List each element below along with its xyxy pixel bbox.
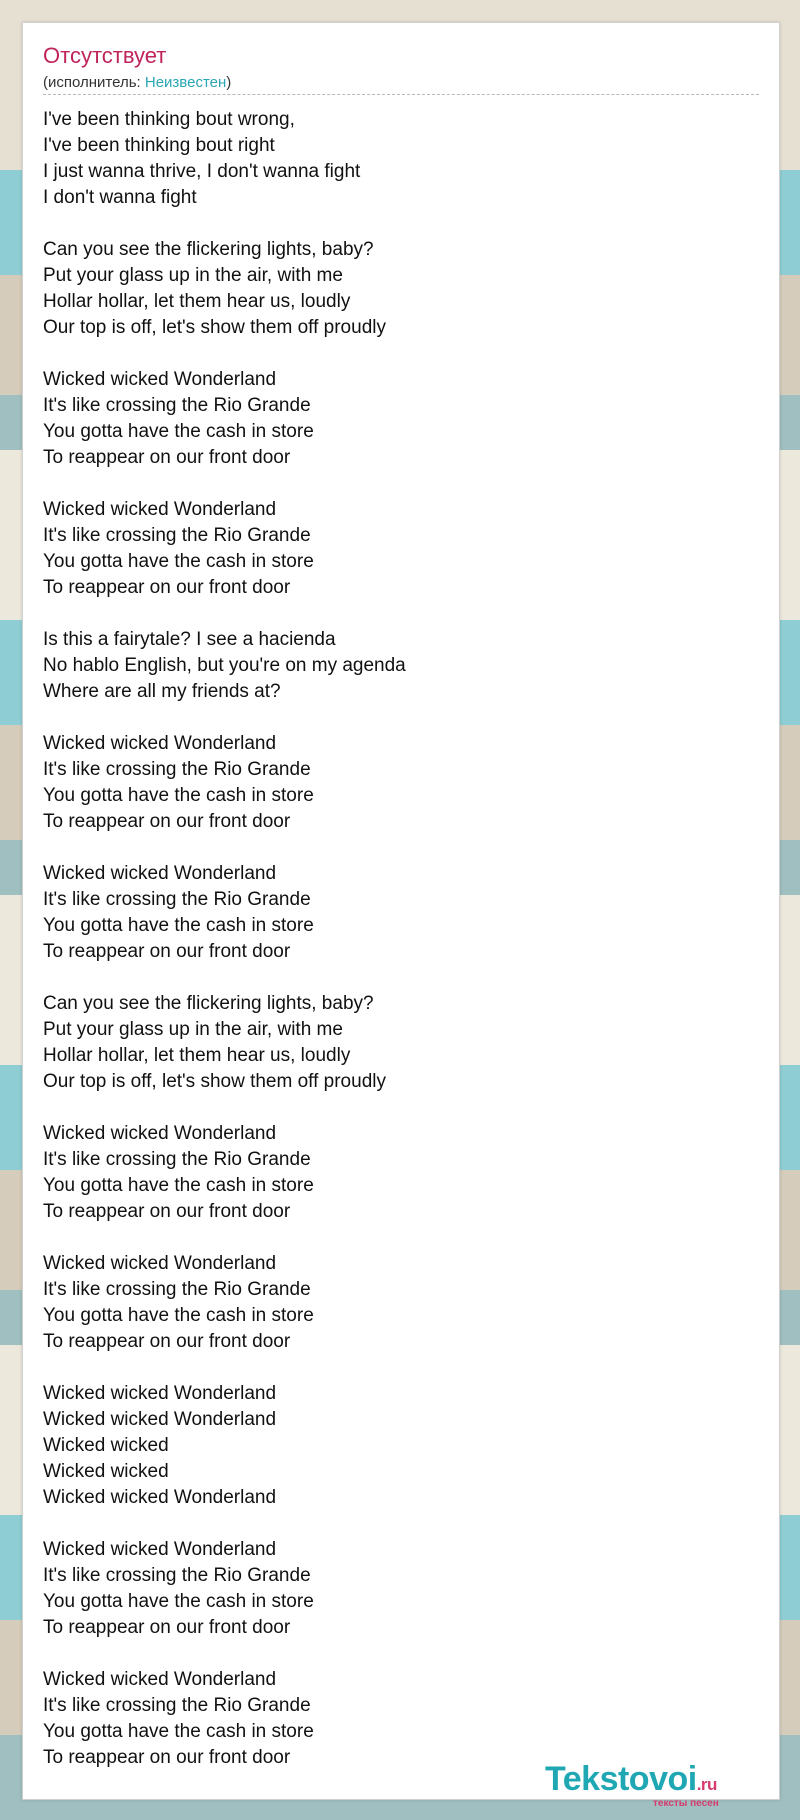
lyrics-line: It's like crossing the Rio Grande <box>43 889 311 910</box>
lyrics-stanza <box>43 1251 759 1355</box>
lyrics-line: You gotta have the cash in store <box>43 1305 314 1326</box>
lyrics-line: Our top is off, let's show them off proudly <box>43 1071 386 1092</box>
lyrics-line: To reappear on our front door <box>43 577 291 598</box>
lyrics-line: Wicked wicked <box>43 1461 169 1482</box>
logo-tagline: тексты песен <box>653 1798 719 1809</box>
artist-suffix: ) <box>226 74 232 91</box>
lyrics-line: To reappear on our front door <box>43 1331 291 1352</box>
site-logo[interactable] <box>545 1760 770 1810</box>
lyrics-line: To reappear on our front door <box>43 1201 291 1222</box>
lyrics-line: Wicked wicked Wonderland <box>43 1409 277 1430</box>
artist-link[interactable]: Неизвестен <box>144 74 227 91</box>
lyrics-line: Wicked wicked Wonderland <box>43 1253 277 1274</box>
lyrics-stanza <box>43 237 759 341</box>
artist-prefix: (исполнитель: <box>43 74 145 91</box>
lyrics-stanza <box>43 627 759 705</box>
lyrics-line: You gotta have the cash in store <box>43 551 314 572</box>
lyrics-line: Wicked wicked Wonderland <box>43 1383 277 1404</box>
lyrics-line: I don't wanna fight <box>43 187 197 208</box>
lyrics-line: You gotta have the cash in store <box>43 1175 314 1196</box>
lyrics-line: You gotta have the cash in store <box>43 1721 314 1742</box>
song-title: Отсутствует <box>43 43 167 68</box>
lyrics-stanza <box>43 1537 759 1641</box>
lyrics-line: It's like crossing the Rio Grande <box>43 1279 311 1300</box>
lyrics-stanza <box>43 1121 759 1225</box>
lyrics-line: To reappear on our front door <box>43 1747 291 1768</box>
lyrics-line: Wicked wicked Wonderland <box>43 499 277 520</box>
lyrics-line: Where are all my friends at? <box>43 681 281 702</box>
lyrics-line: It's like crossing the Rio Grande <box>43 759 311 780</box>
lyrics-stanza <box>43 107 759 211</box>
lyrics-line: It's like crossing the Rio Grande <box>43 395 311 416</box>
logo-wordmark <box>545 1760 717 1799</box>
lyrics-card <box>22 22 780 1800</box>
lyrics-line: Wicked wicked Wonderland <box>43 1487 277 1508</box>
logo-tld: .ru <box>696 1775 717 1794</box>
lyrics-line: Put your glass up in the air, with me <box>43 1019 343 1040</box>
lyrics-line: You gotta have the cash in store <box>43 1591 314 1612</box>
lyrics-line: To reappear on our front door <box>43 941 291 962</box>
lyrics-line: Hollar hollar, let them hear us, loudly <box>43 1045 351 1066</box>
lyrics-line: To reappear on our front door <box>43 447 291 468</box>
lyrics-line: It's like crossing the Rio Grande <box>43 1565 311 1586</box>
lyrics-stanza <box>43 731 759 835</box>
lyrics-stanza <box>43 1667 759 1771</box>
lyrics-line: Can you see the flickering lights, baby? <box>43 239 374 260</box>
artist-line <box>43 74 231 91</box>
lyrics-stanza <box>43 991 759 1095</box>
lyrics-line: Wicked wicked <box>43 1435 169 1456</box>
lyrics-text <box>43 107 759 1797</box>
lyrics-line: Wicked wicked Wonderland <box>43 369 277 390</box>
lyrics-line: I've been thinking bout right <box>43 135 275 156</box>
lyrics-line: It's like crossing the Rio Grande <box>43 1695 311 1716</box>
lyrics-line: To reappear on our front door <box>43 1617 291 1638</box>
lyrics-line: It's like crossing the Rio Grande <box>43 1149 311 1170</box>
lyrics-line: You gotta have the cash in store <box>43 915 314 936</box>
lyrics-line: Wicked wicked Wonderland <box>43 733 277 754</box>
lyrics-line: Hollar hollar, let them hear us, loudly <box>43 291 351 312</box>
lyrics-line: Can you see the flickering lights, baby? <box>43 993 374 1014</box>
logo-name: Tekstovoi <box>545 1760 697 1798</box>
lyrics-line: No hablo English, but you're on my agenda <box>43 655 406 676</box>
lyrics-line: Wicked wicked Wonderland <box>43 863 277 884</box>
lyrics-line: Wicked wicked Wonderland <box>43 1669 277 1690</box>
lyrics-line: You gotta have the cash in store <box>43 421 314 442</box>
lyrics-stanza <box>43 861 759 965</box>
lyrics-line: Wicked wicked Wonderland <box>43 1539 277 1560</box>
lyrics-line: Wicked wicked Wonderland <box>43 1123 277 1144</box>
lyrics-line: You gotta have the cash in store <box>43 785 314 806</box>
lyrics-line: It's like crossing the Rio Grande <box>43 525 311 546</box>
lyrics-stanza <box>43 1381 759 1511</box>
lyrics-line: I just wanna thrive, I don't wanna fight <box>43 161 361 182</box>
lyrics-stanza <box>43 497 759 601</box>
title-divider <box>43 94 759 95</box>
lyrics-line: Is this a fairytale? I see a hacienda <box>43 629 336 650</box>
lyrics-line: Put your glass up in the air, with me <box>43 265 343 286</box>
lyrics-line: To reappear on our front door <box>43 811 291 832</box>
lyrics-line: Our top is off, let's show them off proudly <box>43 317 386 338</box>
lyrics-line: I've been thinking bout wrong, <box>43 109 295 130</box>
lyrics-stanza <box>43 367 759 471</box>
